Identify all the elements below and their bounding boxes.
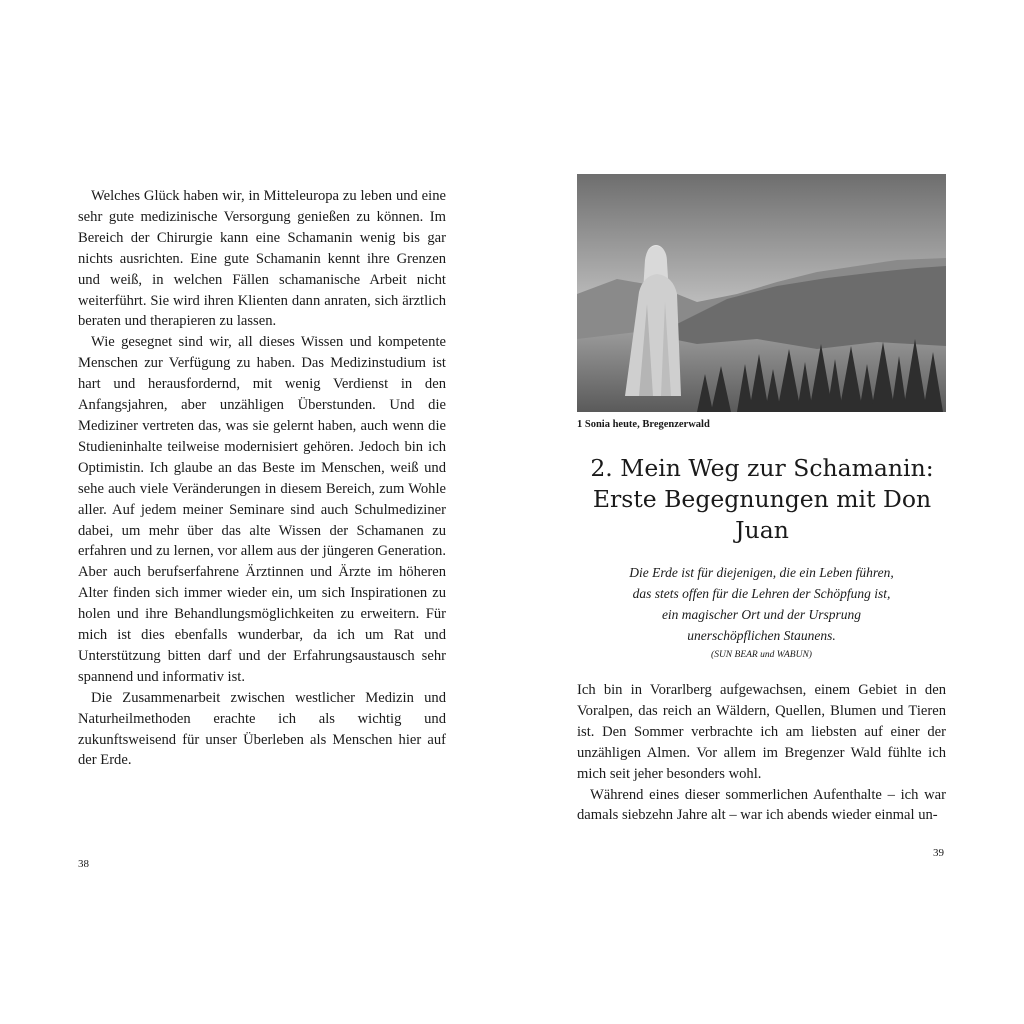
chapter-title-line: Erste Begegnungen mit Don Juan: [592, 485, 932, 544]
epigraph-line: das stets offen für die Lehren der Schöpfung ist,: [632, 586, 891, 601]
left-page-body: [78, 186, 446, 771]
right-page-body: [577, 680, 946, 826]
epigraph-source: (SUN BEAR und WABUN): [711, 650, 812, 660]
epigraph-line: unerschöpflichen Staunens.: [687, 628, 836, 643]
page-number-right: 39: [933, 847, 944, 859]
paragraph: Die Zusammenarbeit zwischen westlicher Medizin und Naturheilmethoden erachte ich als wichtig und zukunftsweisend für unser Überleben als Menschen hier auf der Erde.: [78, 689, 446, 769]
epigraph: [577, 562, 946, 664]
paragraph: Wie gesegnet sind wir, all dieses Wissen und kompetente Menschen zur Verfügung zu haben. Das Medizinstudium ist hart und herausfordernd, mit wenig Verdienst in den Anfangsjahren, aber unzähligen Überstunden. Und die Mediziner vertreten das, was sie gelernt haben, auch wenn die Studieninhalte teilweise modernisiert gehören. Jedoch bin ich Optimistin. Ich glaube an das Beste im Menschen, weiß und sehe auch viele Veränderungen in diesem Bereich, zum Wohle aller. Auf jedem meiner Seminare sind auch Schulmediziner dabei, um mehr über das alte Wissen der Schamanen zu erfahren und zu lernen, vor allem aus der jüngeren Generation. Aber auch berufserfahrene Ärztinnen und Ärzte im höheren Alter finden sich immer wieder ein, um sich Inspirationen zu holen und ihre Behandlungsmöglichkeiten zu erweitern. Für mich ist dies ebenfalls wunderbar, da ich um Rat und Unterstützung bitten darf und der Erfahrungsaustausch sehr spannend und informativ ist.: [78, 334, 446, 685]
epigraph-line: ein magischer Ort und der Ursprung: [661, 607, 862, 622]
landscape-photo: [577, 174, 946, 412]
paragraph: Während eines dieser sommerlichen Aufenthalte – ich war damals siebzehn Jahre alt – war ich abends wieder einmal un-: [577, 786, 946, 824]
paragraph: Ich bin in Vorarlberg aufgewachsen, einem Gebiet in den Voralpen, das reich an Wäldern, Quellen, Blumen und Tieren ist. Den Sommer verbrachte ich am liebsten auf einer der unzähligen Almen. Vor allem im Bregenzer Wald fühlte ich mich seit jeher besonders wohl.: [577, 682, 946, 782]
chapter-title: [572, 453, 952, 546]
chapter-title-line: 2. Mein Weg zur Schamanin:: [590, 454, 934, 482]
epigraph-line: Die Erde ist für diejenigen, die ein Leben führen,: [629, 565, 894, 580]
paragraph: Welches Glück haben wir, in Mitteleuropa zu leben und eine sehr gute medizinische Versorgung genießen zu können. Im Bereich der Chirurgie kann eine Schamanin wenig bis gar nichts ausrichten. Eine gute Schamanin kennt ihre Grenzen und weiß, in welchen Fällen schamanische Arbeit nicht weiterführt. Sie wird ihren Klienten dann anraten, sich ärztlich beraten und therapieren zu lassen.: [78, 188, 446, 330]
photo-caption: 1 Sonia heute, Bregenzerwald: [577, 419, 710, 430]
page-number-left: 38: [78, 858, 89, 870]
